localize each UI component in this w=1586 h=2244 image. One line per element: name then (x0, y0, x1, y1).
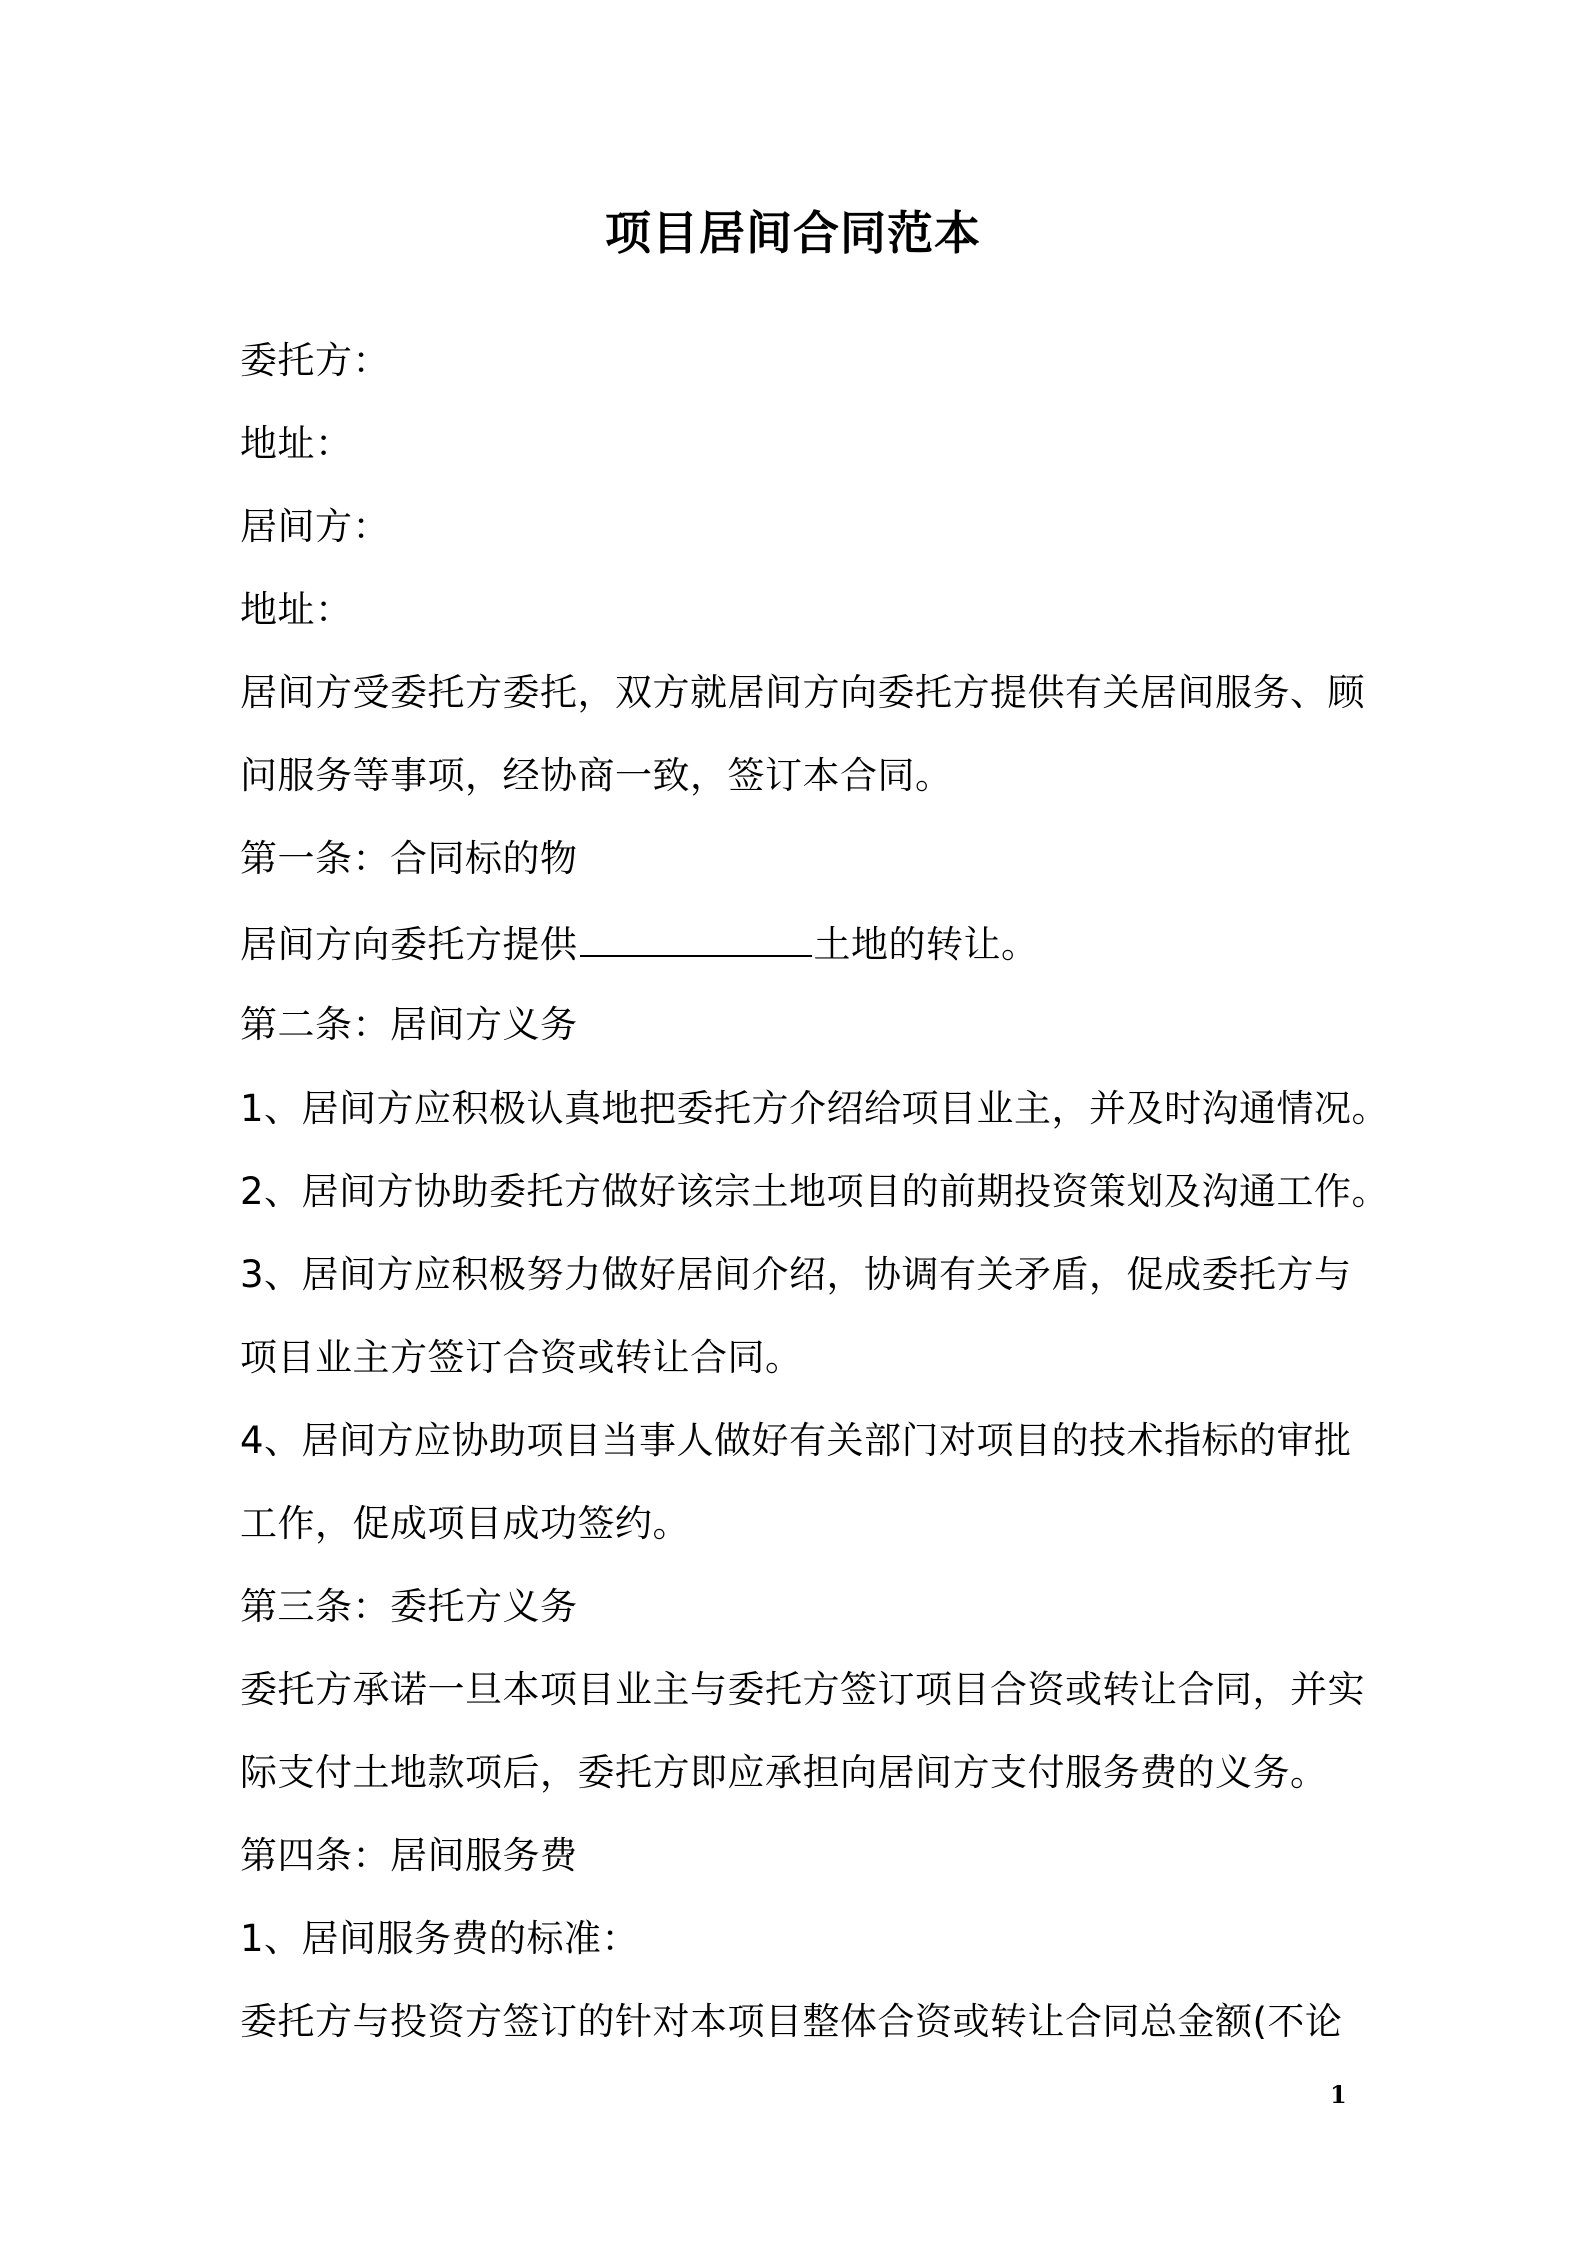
article-2-item-3-line-2: 项目业主方签订合资或转让合同。 (240, 1336, 803, 1379)
article-1-body (240, 917, 1039, 970)
preamble-line-1: 居间方受委托方委托，双方就居间方向委托方提供有关居间服务、顾 (240, 671, 1365, 714)
article-3-body-line-2: 际支付土地款项后，委托方即应承担向居间方支付服务费的义务。 (240, 1751, 1328, 1794)
article-1-text-after: 土地的转让。 (813, 923, 1039, 966)
document-title: 项目居间合同范本 (605, 206, 981, 260)
client-label: 委托方： (240, 339, 390, 382)
article-2-item-4-line-2: 工作，促成项目成功签约。 (240, 1502, 690, 1545)
intermediary-label: 居间方： (240, 505, 390, 548)
article-2-item-1: 1、居间方应积极认真地把委托方介绍给项目业主，并及时沟通情况。 (240, 1087, 1390, 1130)
article-2-item-2: 2、居间方协助委托方做好该宗土地项目的前期投资策划及沟通工作。 (240, 1170, 1390, 1213)
client-address-label: 地址： (240, 422, 353, 465)
article-4-heading: 第四条：居间服务费 (240, 1834, 578, 1877)
article-4-item-1-body: 委托方与投资方签订的针对本项目整体合资或转让合同总金额(不论 (240, 2000, 1343, 2043)
article-1-text-before: 居间方向委托方提供 (240, 923, 578, 966)
fill-in-blank (580, 917, 812, 957)
article-1-heading: 第一条：合同标的物 (240, 837, 578, 880)
intermediary-address-label: 地址： (240, 588, 353, 631)
article-2-heading: 第二条：居间方义务 (240, 1003, 578, 1046)
article-3-body-line-1: 委托方承诺一旦本项目业主与委托方签订项目合资或转让合同，并实 (240, 1668, 1365, 1711)
article-3-heading: 第三条：委托方义务 (240, 1585, 578, 1628)
page-number: 1 (1330, 2080, 1347, 2109)
preamble-line-2: 问服务等事项，经协商一致，签订本合同。 (240, 754, 953, 797)
article-2-item-4-line-1: 4、居间方应协助项目当事人做好有关部门对项目的技术指标的审批 (240, 1419, 1352, 1462)
article-4-item-1-heading: 1、居间服务费的标准： (240, 1917, 640, 1960)
article-2-item-3-line-1: 3、居间方应积极努力做好居间介绍，协调有关矛盾，促成委托方与 (240, 1253, 1352, 1296)
